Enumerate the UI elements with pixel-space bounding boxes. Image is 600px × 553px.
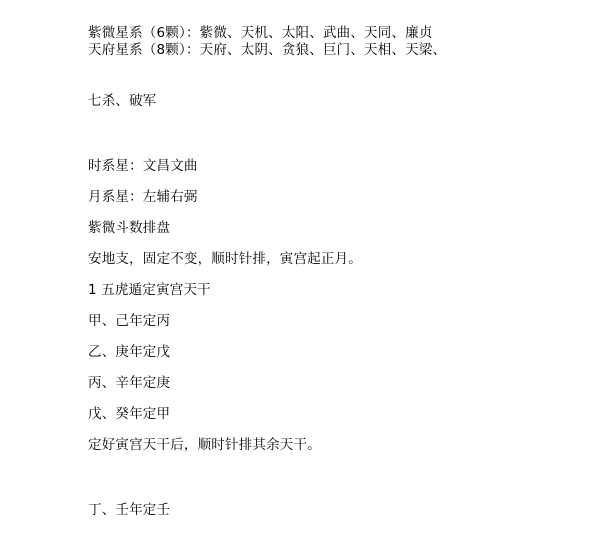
- paragraph-wuhu-dun: 1 五虎遁定寅宫天干: [88, 282, 211, 298]
- paragraph-text: 丁、壬年定壬: [88, 502, 171, 518]
- paragraph-wu-gui: 戊、癸年定甲: [88, 406, 171, 422]
- paragraph-an-dizhi: 安地支，固定不变，顺时针排，寅宫起正月。: [88, 251, 362, 267]
- paragraph-shixi-xing: 时系星：文昌文曲: [88, 158, 198, 174]
- paragraph-jia-ji: 甲、己年定丙: [88, 313, 171, 329]
- paragraph-ziwei-doushu-paipan: 紫微斗数排盘: [88, 220, 171, 236]
- paragraph-bing-xin: 丙、辛年定庚: [88, 375, 171, 391]
- paragraph-yi-geng: 乙、庚年定戊: [88, 344, 171, 360]
- paragraph-dinghao-yingong: 定好寅宫天干后，顺时针排其余天干。: [88, 437, 321, 453]
- paragraph-yuexi-xing: 月系星：左辅右弼: [88, 189, 198, 205]
- paragraph-line-2: 七杀、破军: [88, 93, 157, 109]
- paragraph-text: 紫微星系（6颗）：紫微、天机、太阳、武曲、天同、廉贞: [88, 25, 433, 41]
- paragraph-bottom-clipped: [88, 468, 512, 518]
- paragraph-line-1: 天府星系（8颗）：天府、太阴、贪狼、巨门、天相、天梁、: [88, 42, 447, 58]
- paragraph-ziwei-xingxi: [88, 0, 512, 41]
- document-body: [88, 0, 512, 518]
